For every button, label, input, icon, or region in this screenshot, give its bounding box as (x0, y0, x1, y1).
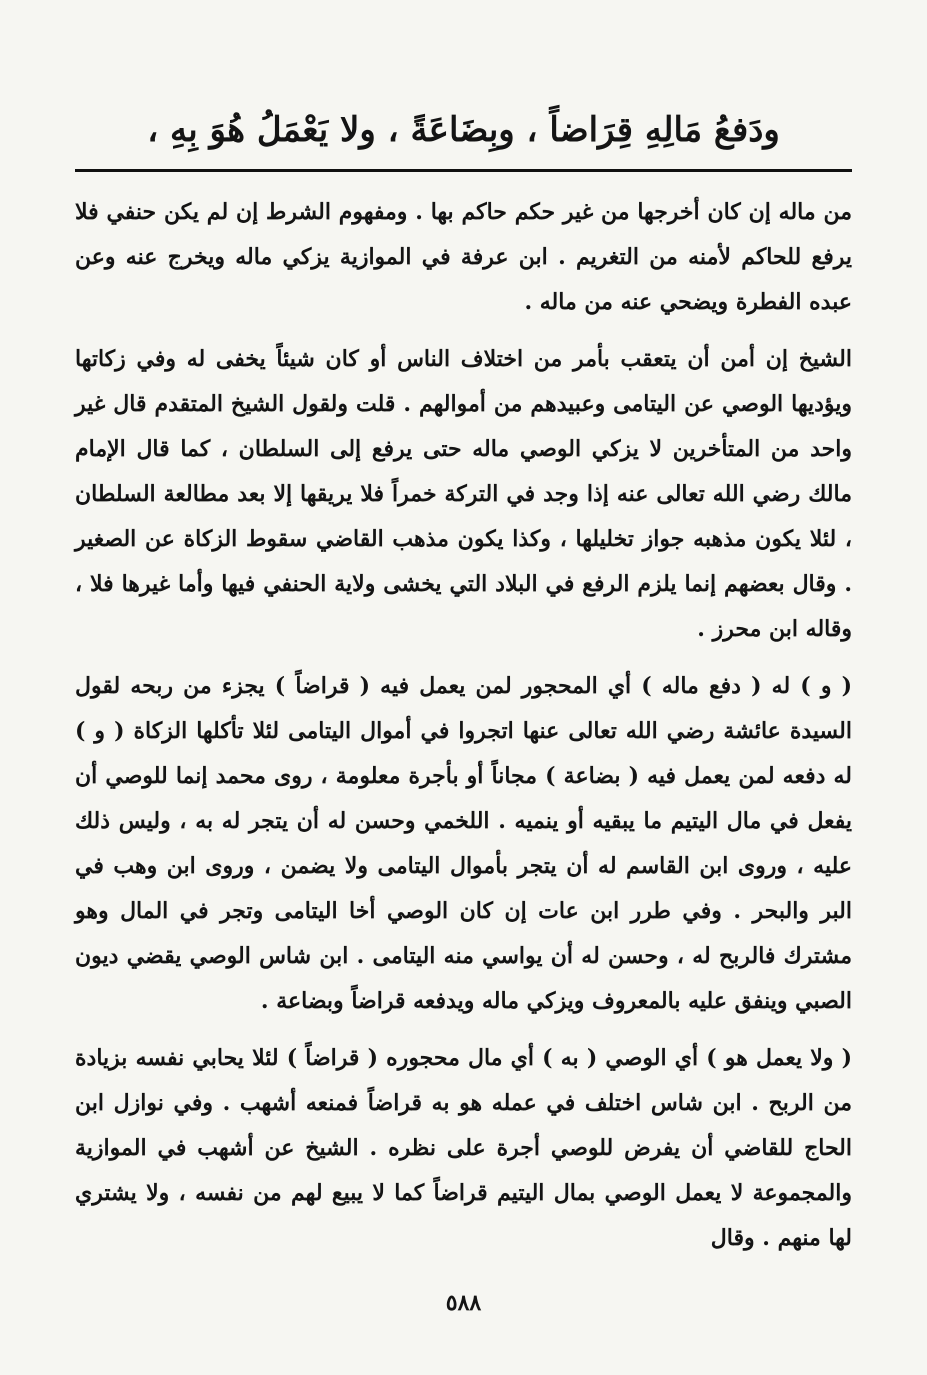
commentary-paragraph: ( ولا يعمل هو ) أي الوصي ( به ) أي مال محجوره ( قراضاً ) لئلا يحابي نفسه بزيادة من الربح . ابن شاس اختلف في عمله هو به قراضاً فمنعه أشهب . وفي نوازل ابن الحاج للقاضي أن يفرض للوصي أجرة على نظره . الشيخ عن أشهب في الموازية والمجموعة لا يعمل الوصي بمال اليتيم قراضاً كما لا يبيع لهم من نفسه ، ولا يشتري لها منهم . وقال (75, 1044, 853, 1251)
commentary-paragraph: الشيخ إن أمن أن يتعقب بأمر من اختلاف الناس أو كان شيئاً يخفى له وفي زكاتها ويؤديها الوصي عن اليتامى وعبيدهم من أموالهم . قلت ولقول الشيخ المتقدم قال غير واحد من المتأخرين لا يزكي الوصي ماله حتى يرفع إلى السلطان ، كما قال الإمام مالك رضي الله تعالى عنه إذا وجد في التركة خمراً فلا يريقها إلا بعد مطالعة السلطان ، لئلا يكون مذهبه جواز تخليلها ، وكذا يكون مذهب القاضي سقوط الزكاة عن الصغير . وقال بعضهم إنما يلزم الرفع في البلاد التي يخشى ولاية الحنفي فيها وأما غيرها فلا ، وقاله ابن محرز . (75, 345, 852, 642)
header-divider (75, 169, 852, 172)
commentary-paragraph: ( و ) له ( دفع ماله ) أي المحجور لمن يعمل فيه ( قراضاً ) يجزء من ربحه لقول السيدة عائشة رضي الله تعالى عنها اتجروا في أموال اليتامى لئلا تأكلها الزكاة ( و ) له دفعه لمن يعمل فيه ( بضاعة ) مجاناً أو بأجرة معلومة ، روى محمد إنما للوصي أن يفعل في مال اليتيم ما يبقيه أو ينميه . اللخمي وحسن له أن يتجر له به ، وليس ذلك عليه ، وروى ابن القاسم له أن يتجر بأموال اليتامى ولا يضمن ، وروى ابن وهب في البر والبحر . وفي طرر ابن عات إن كان الوصي أخا اليتامى وتجر في المال وهو مشترك فالربح له ، وحسن له أن يواسي منه اليتامى . ابن شاس الوصي يقضي ديون الصبي وينفق عليه بالمعروف ويزكي ماله ويدفعه قراضاً وبضاعة . (75, 672, 852, 1014)
header-verse: ودَفعُ مَالِهِ قِرَاضاً ، وبِضَاعَةً ، ولا يَعْمَلُ هُوَ بِهِ ، (147, 110, 780, 150)
commentary-paragraph: من ماله إن كان أخرجها من غير حكم حاكم بها . ومفهوم الشرط إن لم يكن حنفي فلا يرفع للحاكم لأمنه من التغريم . ابن عرفة في الموازية يزكي ماله ويخرج عنه وعن عبده الفطرة ويضحي عنه من ماله . (75, 198, 852, 315)
page-number: ٥٨٨ (445, 1290, 482, 1316)
